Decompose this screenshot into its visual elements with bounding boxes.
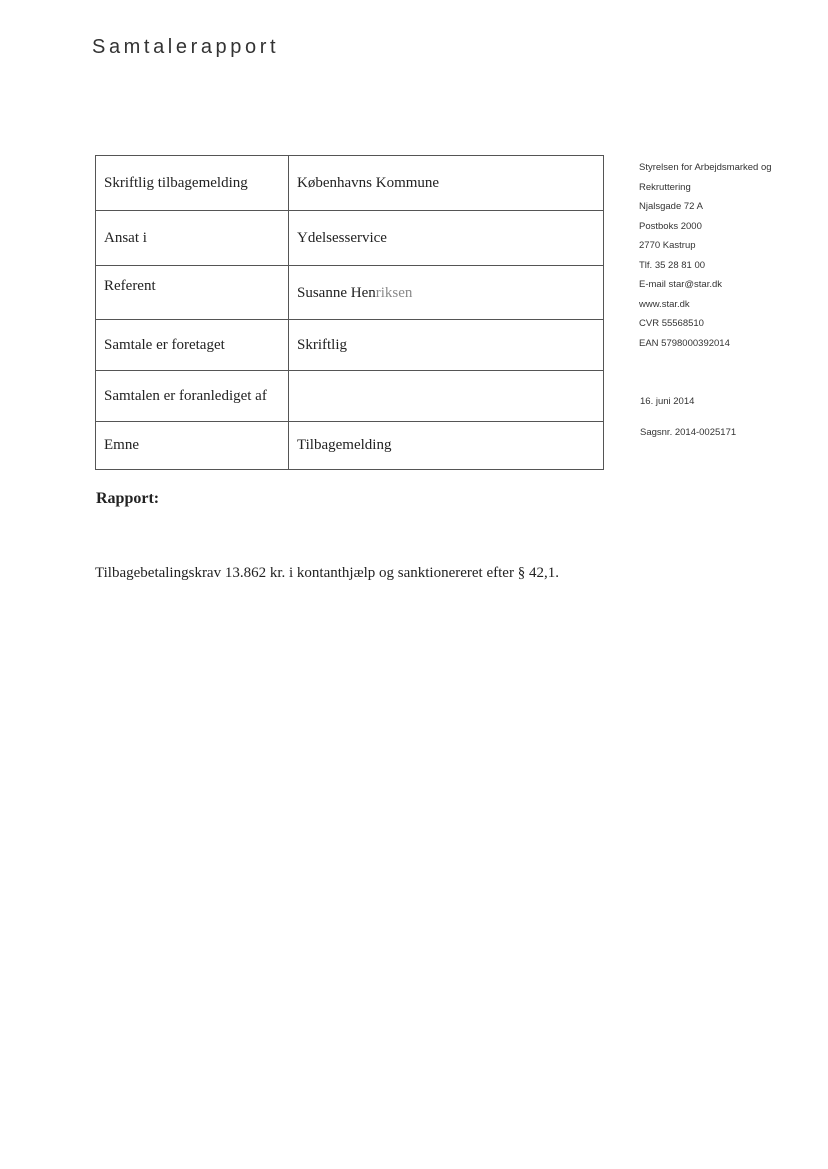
row-value [289, 266, 604, 320]
sender-line: Tlf. 35 28 81 00 [639, 259, 706, 271]
table-row [96, 422, 604, 470]
table-row [96, 320, 604, 371]
document-date: 16. juni 2014 [640, 396, 695, 407]
table-row [96, 211, 604, 266]
table-row [96, 371, 604, 422]
sender-address-block [639, 158, 819, 353]
row-label: Skriftlig tilbagemelding [96, 156, 289, 211]
sender-line: CVR 55568510 [639, 318, 704, 329]
report-body: Tilbagebetalingskrav 13.862 kr. i kontanthjælp og sanktionereret efter § 42,1. [95, 565, 559, 581]
case-number: Sagsnr. 2014-0025171 [640, 427, 737, 438]
table-row [96, 156, 604, 211]
sender-line: Njalsgade 72 A [639, 201, 703, 212]
report-heading: Rapport: [96, 490, 160, 507]
sender-line: www.star.dk [639, 298, 690, 310]
referent-name-part1: Susanne Hen [297, 285, 376, 301]
table-row [96, 266, 604, 320]
row-value [289, 371, 604, 422]
row-label: Samtalen er foranlediget af [96, 371, 289, 422]
referent-name-part2: riksen [375, 285, 413, 301]
sender-line: EAN 5798000392014 [639, 337, 730, 349]
row-value: Tilbagemelding [289, 422, 604, 470]
row-value: Ydelsesservice [289, 211, 604, 266]
row-label: Emne [96, 422, 289, 470]
row-value: Skriftlig [289, 320, 604, 371]
row-value: Københavns Kommune [289, 156, 604, 211]
row-label: Referent [96, 266, 289, 320]
row-label: Samtale er foretaget [96, 320, 289, 371]
sender-line: Rekruttering [639, 181, 691, 193]
sender-line: Styrelsen for Arbejdsmarked og [639, 162, 772, 173]
sender-line: Postboks 2000 [639, 220, 702, 232]
row-label: Ansat i [96, 211, 289, 266]
conversation-info-table [95, 155, 604, 470]
document-title: Samtalerapport [92, 36, 280, 58]
sender-line: 2770 Kastrup [639, 240, 696, 251]
sender-line: E-mail star@star.dk [639, 279, 723, 290]
